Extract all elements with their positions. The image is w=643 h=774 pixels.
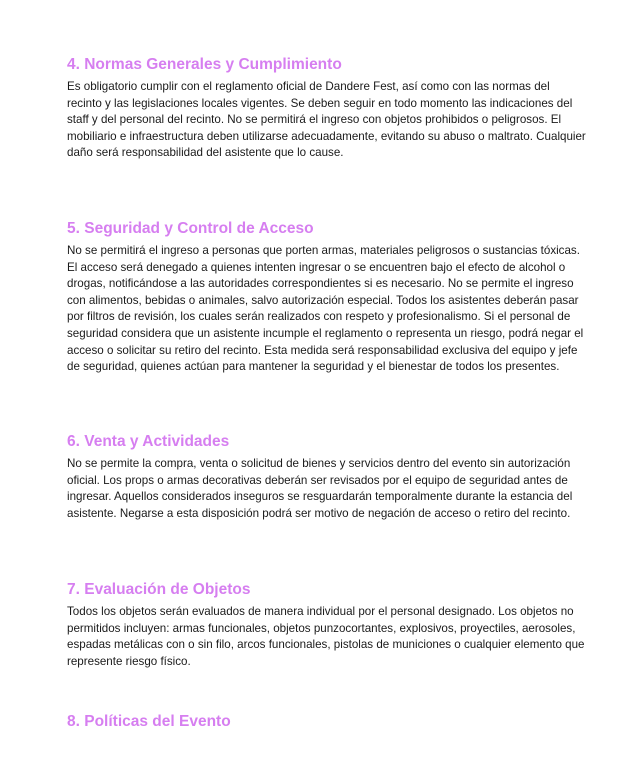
- section-body: No se permite la compra, venta o solicitud de bienes y servicios dentro del evento sin autorización oficial. Los props o armas decorativas deberán ser revisados por el equipo de seguridad antes de ingresar. Aquellos considerados inseguros se resguardarán temporalmente durante la estancia del asistente. Negarse a esta disposición podrá ser motivo de negación de acceso o retiro del recinto.: [67, 457, 573, 520]
- section-heading: 7. Evaluación de Objetos: [67, 581, 251, 598]
- section-heading: 5. Seguridad y Control de Acceso: [67, 220, 314, 237]
- section-politicas-evento: [67, 712, 587, 732]
- section-body: No se permitirá el ingreso a personas que porten armas, materiales peligrosos o sustancias tóxicas. El acceso será denegado a quienes intenten ingresar o se encuentren bajo el efecto de alcohol o drogas, notificándose a las autoridades correspondientes si es necesario. No se permite el ingreso con alimentos, bebidas o animales, salvo autorización especial. Todos los asistentes deberán pasar por filtros de revisión, los cuales serán realizados con respeto y profesionalismo. Si el personal de seguridad considera que un asistente incumple el reglamento o representa un riesgo, podrá negar el acceso o solicitar su retiro del recinto. Esta medida será responsabilidad exclusiva del equipo y jefe de seguridad, quienes actúan para mantener la seguridad y el bienestar de todos los presentes.: [67, 244, 584, 374]
- section-body: Es obligatorio cumplir con el reglamento oficial de Dandere Fest, así como con las normas del recinto y las legislaciones locales vigentes. Se deben seguir en todo momento las indicaciones del staff y del personal del recinto. No se permitirá el ingreso con objetos prohibidos o peligrosos. El mobiliario e infraestructura deben utilizarse adecuadamente, evitando su abuso o maltrato. Cualquier daño será responsabilidad del asistente que lo cause.: [67, 80, 586, 160]
- section-heading: 6. Venta y Actividades: [67, 433, 230, 450]
- section-normas-generales: [67, 55, 587, 162]
- section-heading: 4. Normas Generales y Cumplimiento: [67, 56, 342, 73]
- section-venta-actividades: [67, 432, 587, 522]
- section-heading: 8. Políticas del Evento: [67, 713, 231, 730]
- section-body: Todos los objetos serán evaluados de manera individual por el personal designado. Los objetos no permitidos incluyen: armas funcionales, objetos punzocortantes, explosivos, proyectiles, aerosoles, espadas metálicas con o sin filo, arcos funcionales, pistolas de municiones o cualquier elemento que represente riesgo físico.: [67, 605, 585, 668]
- section-seguridad-acceso: [67, 219, 587, 376]
- section-evaluacion-objetos: [67, 580, 587, 670]
